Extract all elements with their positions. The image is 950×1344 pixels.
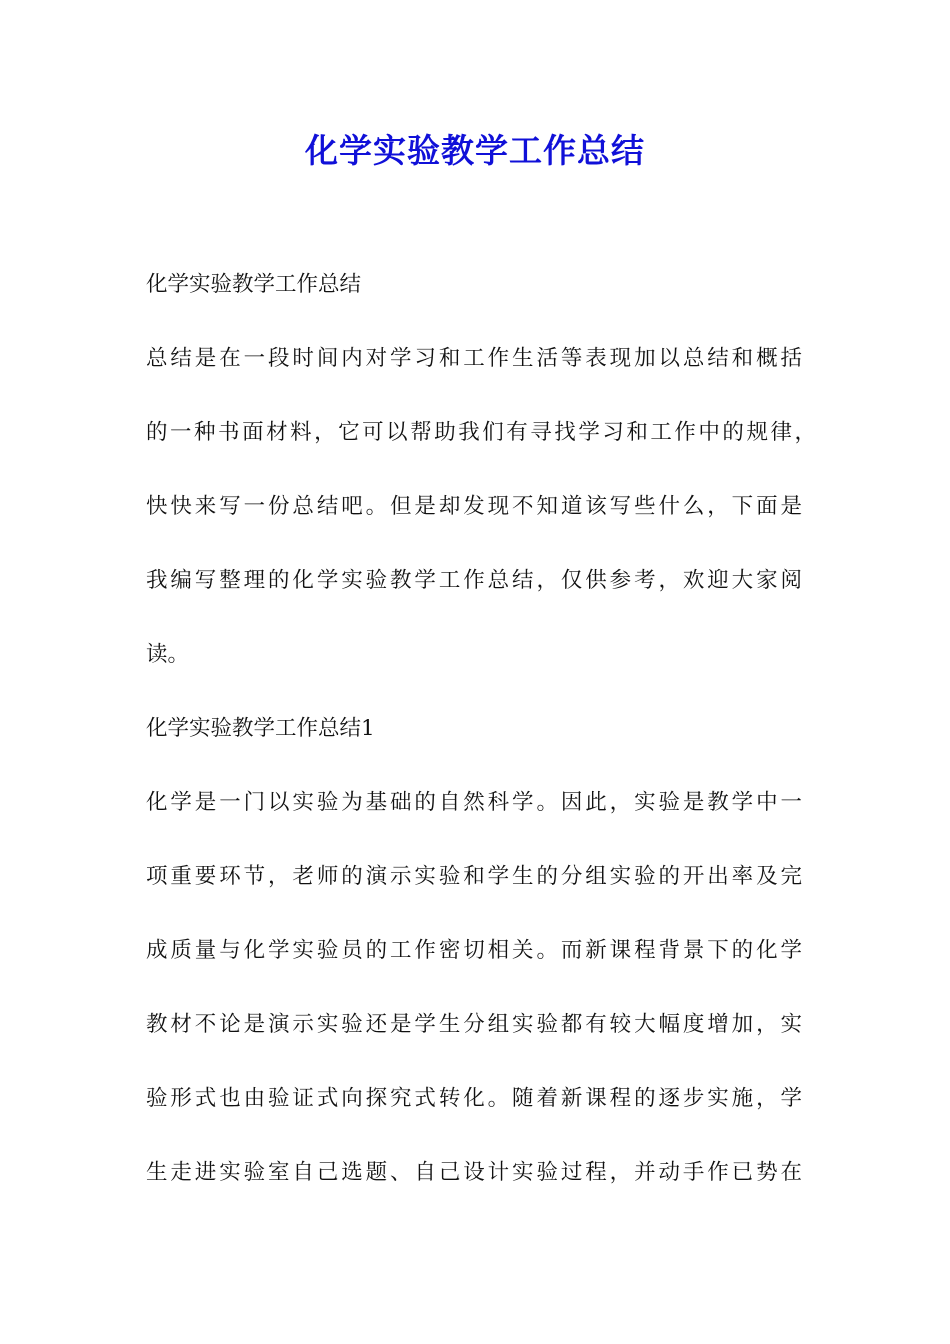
paragraph-line: 读。 <box>146 642 190 667</box>
paragraph-line: 化学是一门以实验为基础的自然科学。因此，实验是教学中一 <box>146 790 802 815</box>
paragraph-line: 教材不论是演示实验还是学生分组实验都有较大幅度增加，实 <box>146 1012 802 1037</box>
paragraph-line: 成质量与化学实验员的工作密切相关。而新课程背景下的化学 <box>146 938 802 963</box>
paragraph-line: 验形式也由验证式向探究式转化。随着新课程的逐步实施，学 <box>146 1086 802 1111</box>
paragraph-line: 项重要环节，老师的演示实验和学生的分组实验的开出率及完 <box>146 864 802 889</box>
subtitle-line: 化学实验教学工作总结 <box>146 272 362 297</box>
paragraph-line: 生走进实验室自己选题、自己设计实验过程，并动手作已势在 <box>146 1160 802 1185</box>
paragraph-line: 我编写整理的化学实验教学工作总结，仅供参考，欢迎大家阅 <box>146 568 802 593</box>
paragraph-line: 总结是在一段时间内对学习和工作生活等表现加以总结和概括 <box>146 346 802 371</box>
document-title: 化学实验教学工作总结 <box>305 131 645 170</box>
paragraph-line: 的一种书面材料，它可以帮助我们有寻找学习和工作中的规律， <box>146 420 816 445</box>
paragraph-line: 快快来写一份总结吧。但是却发现不知道该写些什么，下面是 <box>146 494 802 519</box>
section-heading: 化学实验教学工作总结1 <box>146 716 375 741</box>
